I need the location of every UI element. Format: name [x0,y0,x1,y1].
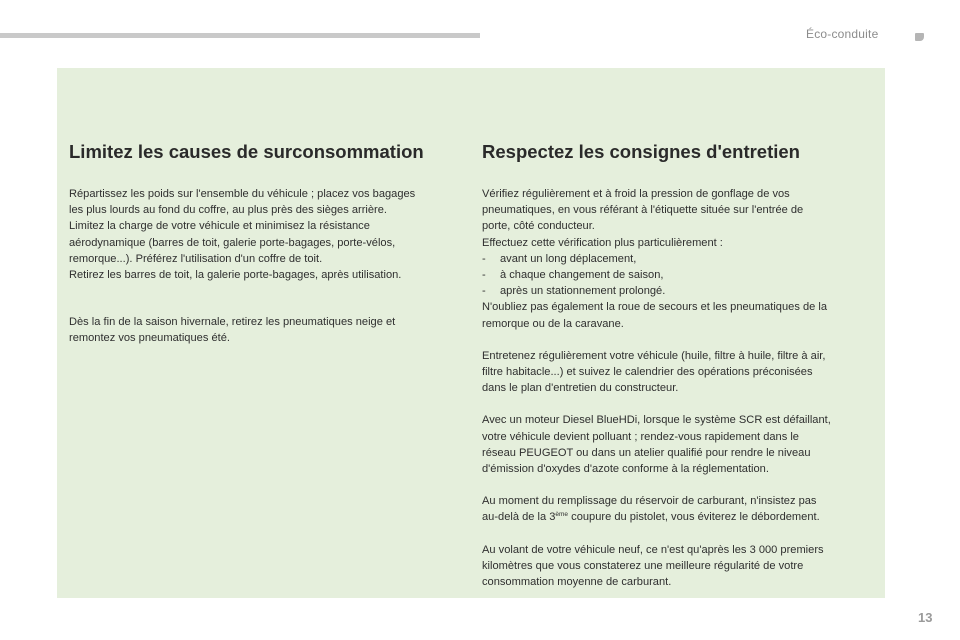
section-label: Éco-conduite [806,27,879,41]
text-line [482,509,877,525]
list-item [482,283,877,299]
list-item-text: après un stationnement prolongé. [500,285,666,298]
text-line: réseau PEUGEOT ou dans un atelier qualifié pour rendre le niveau [482,446,811,459]
text-line: kilomètres que vous constaterez une meilleure régularité de votre [482,559,804,572]
text-line: Répartissez les poids sur l'ensemble du véhicule ; placez vos bagages [69,188,416,200]
text-line: Entretenez régulièrement votre véhicule (huile, filtre à huile, filtre à air, [482,349,826,362]
list-item-text: à chaque changement de saison, [500,269,664,282]
text-line: Avec un moteur Diesel BlueHDi, lorsque le système SCR est défaillant, [482,414,831,427]
page-number: 13 [918,610,933,625]
list-item [482,267,877,283]
heading-entretien: Respectez les consignes d'entretien [482,141,800,162]
text-line: dans le plan d'entretien du constructeur. [482,382,679,395]
text-line: consommation moyenne de carburant. [482,576,672,589]
superscript-ordinal: ème [555,511,569,519]
text-line: Dès la fin de la saison hivernale, retirez les pneumatiques neige et [69,316,396,329]
text-line: Limitez la charge de votre véhicule et minimisez la résistance [69,220,370,233]
list-item-text: avant un long déplacement, [500,252,637,265]
text-line: porte, côté conducteur. [482,220,595,233]
text-line: Au volant de votre véhicule neuf, ce n'est qu'après les 3 000 premiers [482,543,824,556]
paragraph-pneus-neige [69,314,462,346]
text-line: d'émission d'oxydes d'azote conforme à la réglementation. [482,463,769,476]
text-line: aérodynamique (barres de toit, galerie porte-bagages, porte-vélos, [69,236,396,249]
text-line: remorque ou de la caravane. [482,317,624,330]
text-fragment: coupure du pistolet, vous éviterez le débordement. [568,511,820,524]
text-fragment: au-delà de la 3 [482,511,556,524]
heading-surconsommation: Limitez les causes de surconsommation [69,141,424,162]
paragraph-bagages [69,186,462,283]
text-line: N'oubliez pas également la roue de secours et les pneumatiques de la [482,301,828,314]
list-dash: - [482,285,486,298]
text-line: Au moment du remplissage du réservoir de carburant, n'insistez pas [482,495,817,508]
list-dash: - [482,269,486,282]
paragraph-vehicule-neuf [482,542,877,591]
header-rule [0,33,480,38]
text-line: remorque...). Préférez l'utilisation d'un coffre de toit. [69,252,323,265]
right-body [482,186,877,590]
text-line: remontez vos pneumatiques été. [69,332,230,345]
text-line: Vérifiez régulièrement et à froid la pression de gonflage de vos [482,188,790,200]
corner-tab-icon [915,33,924,41]
list-dash: - [482,252,486,265]
list-item [482,251,877,267]
text-line: Retirez les barres de toit, la galerie porte-bagages, après utilisation. [69,269,402,282]
text-line: votre véhicule devient polluant ; rendez-vous rapidement dans le [482,430,799,443]
left-body [69,186,462,347]
text-line: pneumatiques, en vous référant à l'étiquette située sur l'entrée de [482,204,804,217]
text-line: filtre habitacle...) et suivez le calendrier des opérations préconisées [482,366,813,379]
paragraph-pression [482,186,877,332]
paragraph-remplissage [482,493,877,525]
paragraph-bluehdi [482,412,877,477]
paragraph-entretien [482,348,877,397]
content-panel [57,68,885,598]
text-line: les plus lourds au fond du coffre, au plus près des sièges arrière. [69,204,387,217]
text-line: Effectuez cette vérification plus particulièrement : [482,236,723,249]
